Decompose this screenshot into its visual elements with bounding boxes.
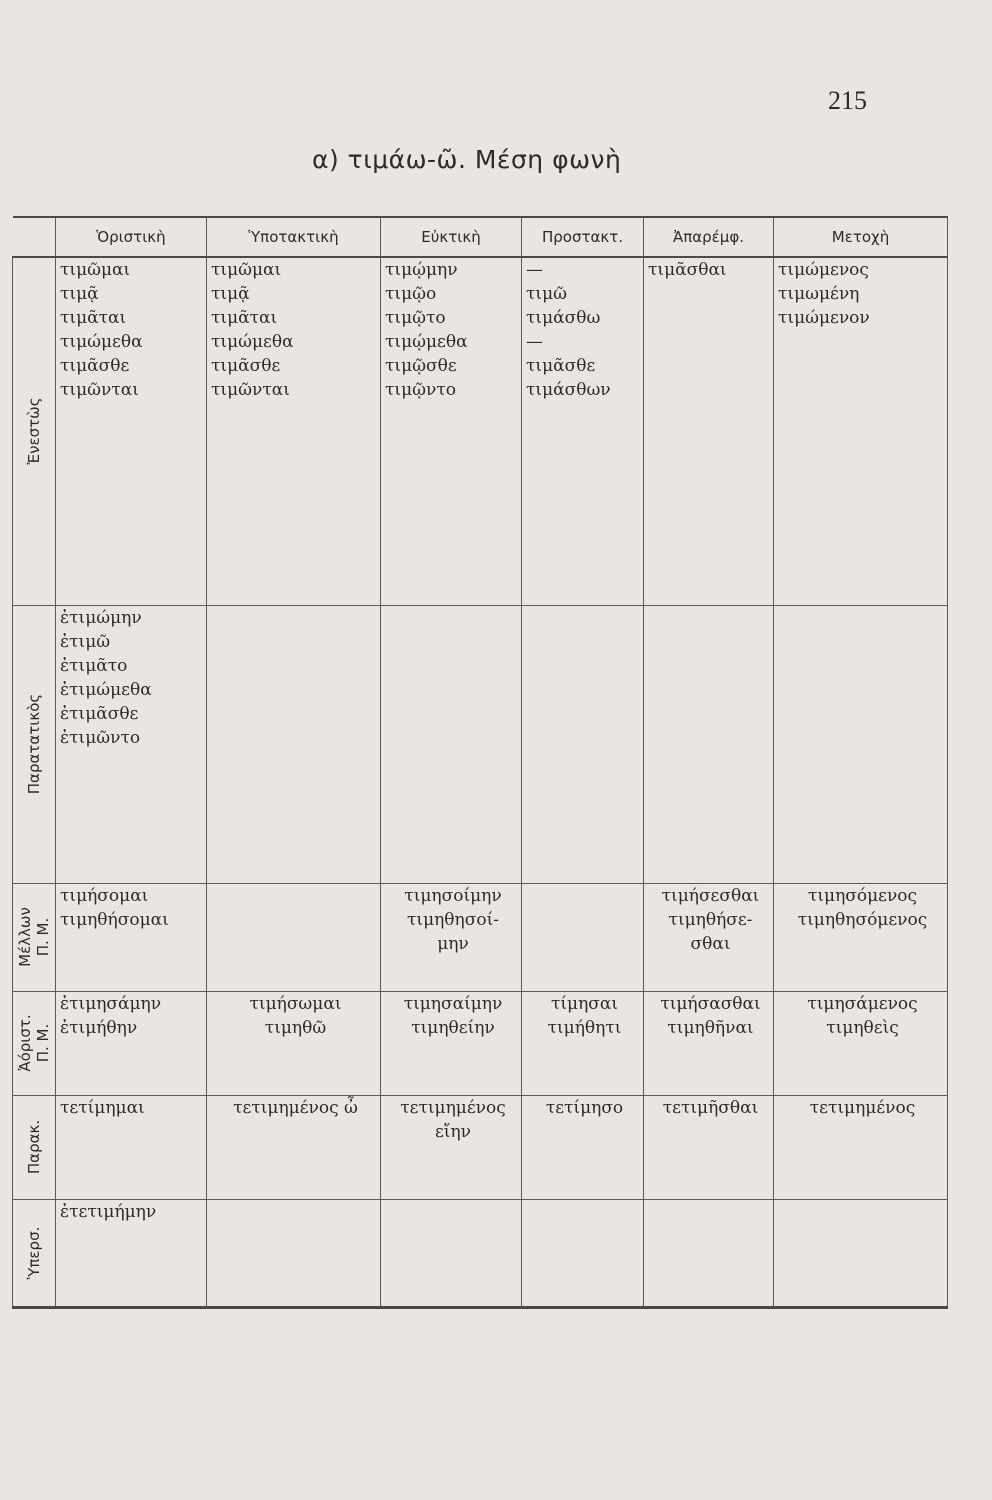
verb-form: μην xyxy=(437,933,469,954)
header-row xyxy=(13,217,948,257)
verb-form: τετίμησο xyxy=(545,1097,624,1118)
tense-label-cell xyxy=(13,1199,56,1307)
form-cell xyxy=(381,257,522,605)
form-cell xyxy=(644,257,774,605)
verb-form: ἐτιμήθην xyxy=(60,1017,138,1038)
verb-form: τετιμῆσθαι xyxy=(662,1097,759,1118)
verb-form: τίμησαι xyxy=(550,993,619,1014)
form-cell xyxy=(774,605,948,883)
column-header: Ὁριστικὴ xyxy=(56,217,207,257)
form-cell xyxy=(381,991,522,1095)
form-cell xyxy=(644,883,774,991)
column-header: Ἀπαρέμφ. xyxy=(644,217,774,257)
form-cell xyxy=(381,883,522,991)
tense-row xyxy=(13,1095,948,1199)
form-cell xyxy=(644,1095,774,1199)
verb-form: τιμᾶσθαι xyxy=(648,260,727,280)
verb-form: τετιμημένος xyxy=(400,1097,506,1118)
verb-form: τιμῶ xyxy=(526,284,567,304)
tense-label xyxy=(16,907,52,967)
tense-label-line: Παρακ. xyxy=(25,1119,43,1175)
tense-row xyxy=(13,257,948,605)
form-cell xyxy=(644,1199,774,1307)
page-title: α) τιμάω-ῶ. Μέση φωνὴ xyxy=(312,145,622,174)
verb-form: τιμάσθων xyxy=(526,380,611,400)
verb-form: τιμῷτο xyxy=(385,308,446,328)
form-cell xyxy=(522,1095,644,1199)
form-cell xyxy=(522,991,644,1095)
form-cell xyxy=(774,883,948,991)
verb-form: τιμηθησόμενος xyxy=(797,909,928,930)
verb-form: τιμησόμενος xyxy=(807,885,918,906)
verb-form: τιμηθῶ xyxy=(264,1017,327,1038)
verb-form: σθαι xyxy=(690,933,731,954)
verb-form: τιμήσωμαι xyxy=(249,993,342,1014)
verb-form: τιμηθείην xyxy=(411,1017,495,1038)
form-cell xyxy=(522,257,644,605)
verb-form: ἐτιμᾶσθε xyxy=(60,703,139,724)
form-cell xyxy=(207,883,381,991)
form-cell xyxy=(644,991,774,1095)
verb-form: τιμᾶσθε xyxy=(211,356,281,376)
tense-label-cell xyxy=(13,991,56,1095)
verb-form: εἴην xyxy=(435,1121,471,1142)
tense-label-line: Παρατατικὸς xyxy=(25,693,43,795)
verb-form: τιμῶμαι xyxy=(60,260,131,280)
verb-form: τιμώμενον xyxy=(778,308,870,328)
verb-form: τετίμημαι xyxy=(60,1097,145,1118)
form-cell xyxy=(207,605,381,883)
verb-form: τιμησοίμην xyxy=(404,885,502,906)
verb-form: τιμᾷ xyxy=(60,284,99,304)
tense-label xyxy=(25,1226,43,1279)
verb-form: τιμάσθω xyxy=(526,308,601,328)
form-cell xyxy=(381,1199,522,1307)
tense-row xyxy=(13,1199,948,1307)
verb-form: ἐτετιμήμην xyxy=(60,1201,157,1222)
verb-form: τιμηθήσομαι xyxy=(60,909,169,930)
form-cell xyxy=(207,991,381,1095)
tense-label-line: Μέλλων xyxy=(16,907,34,967)
corner-cell xyxy=(13,217,56,257)
verb-form: τετιμημένος ὦ xyxy=(233,1097,358,1118)
conjugation-table xyxy=(12,216,948,1309)
tense-label-line: Ὑπερσ. xyxy=(25,1226,43,1279)
verb-form: τιμᾶσθε xyxy=(526,356,596,376)
column-header: Προστακτ. xyxy=(522,217,644,257)
verb-form: τιμωμένη xyxy=(778,284,860,304)
form-cell xyxy=(774,991,948,1095)
verb-form: τιμῴμην xyxy=(385,260,458,280)
verb-form: ἐτιμᾶτο xyxy=(60,655,128,676)
tense-label-cell xyxy=(13,883,56,991)
tense-label xyxy=(25,398,43,465)
verb-form: τιμῶνται xyxy=(60,380,139,400)
verb-form: τιμώμενος xyxy=(778,260,869,280)
form-cell xyxy=(774,1199,948,1307)
tense-label-line: Ἀόριστ. xyxy=(16,1014,34,1072)
verb-form: τιμησαίμην xyxy=(403,993,503,1014)
verb-form: ἐτιμώμεθα xyxy=(60,679,152,700)
verb-form: τιμᾶσθε xyxy=(60,356,130,376)
verb-form: τιμήθητι xyxy=(547,1017,622,1038)
verb-form: τιμώμεθα xyxy=(60,332,143,352)
verb-form: ἐτιμῶντο xyxy=(60,727,141,748)
form-cell xyxy=(56,257,207,605)
verb-form: τιμησάμενος xyxy=(807,993,918,1014)
verb-form: τιμηθῆναι xyxy=(667,1017,754,1038)
form-cell xyxy=(522,883,644,991)
form-cell xyxy=(522,605,644,883)
verb-form: τιμῴμεθα xyxy=(385,332,468,352)
tense-label-line: Π. Μ. xyxy=(34,1023,52,1063)
verb-form: τιμήσομαι xyxy=(60,885,149,906)
verb-form: τιμηθεὶς xyxy=(826,1017,899,1038)
verb-form: τιμηθησοί- xyxy=(407,909,499,930)
verb-form: τιμῷο xyxy=(385,284,437,304)
verb-form: τιμῶνται xyxy=(211,380,290,400)
verb-form: ἐτιμώμην xyxy=(60,607,142,628)
column-header: Ὑποτακτικὴ xyxy=(207,217,381,257)
verb-form: τιμῷσθε xyxy=(385,356,457,376)
verb-form: τιμηθήσε- xyxy=(668,909,753,930)
form-cell xyxy=(56,991,207,1095)
tense-label xyxy=(25,694,43,794)
verb-form: τιμῶμαι xyxy=(211,260,282,280)
verb-form: τιμᾷ xyxy=(211,284,250,304)
verb-form: — xyxy=(526,332,543,352)
tense-label xyxy=(16,1014,52,1071)
form-cell xyxy=(207,1199,381,1307)
column-header: Μετοχὴ xyxy=(774,217,948,257)
form-cell xyxy=(56,1199,207,1307)
verb-form: τιμῷντο xyxy=(385,380,456,400)
verb-form: — xyxy=(526,260,543,280)
tense-row xyxy=(13,883,948,991)
page-number: 215 xyxy=(828,86,867,115)
column-header: Εὐκτικὴ xyxy=(381,217,522,257)
tense-label-line: Ἐνεστὼς xyxy=(25,397,43,465)
verb-form: τιμᾶται xyxy=(60,308,127,328)
form-cell xyxy=(207,1095,381,1199)
tense-label xyxy=(25,1120,43,1174)
form-cell xyxy=(56,883,207,991)
form-cell xyxy=(644,605,774,883)
form-cell xyxy=(56,605,207,883)
verb-form: τετιμημένος xyxy=(809,1097,916,1118)
verb-form: τιμώμεθα xyxy=(211,332,294,352)
form-cell xyxy=(381,1095,522,1199)
verb-form: τιμήσεσθαι xyxy=(661,885,760,906)
tense-label-line: Π. Μ. xyxy=(34,917,52,957)
form-cell xyxy=(522,1199,644,1307)
form-cell xyxy=(774,257,948,605)
verb-form: ἐτιμῶ xyxy=(60,631,111,652)
form-cell xyxy=(381,605,522,883)
form-cell xyxy=(56,1095,207,1199)
tense-row xyxy=(13,605,948,883)
form-cell xyxy=(207,257,381,605)
tense-label-cell xyxy=(13,605,56,883)
verb-form: τιμήσασθαι xyxy=(660,993,761,1014)
verb-form: ἐτιμησάμην xyxy=(60,993,162,1014)
tense-row xyxy=(13,991,948,1095)
tense-label-cell xyxy=(13,257,56,605)
tense-label-cell xyxy=(13,1095,56,1199)
verb-form: τιμᾶται xyxy=(211,308,278,328)
form-cell xyxy=(774,1095,948,1199)
